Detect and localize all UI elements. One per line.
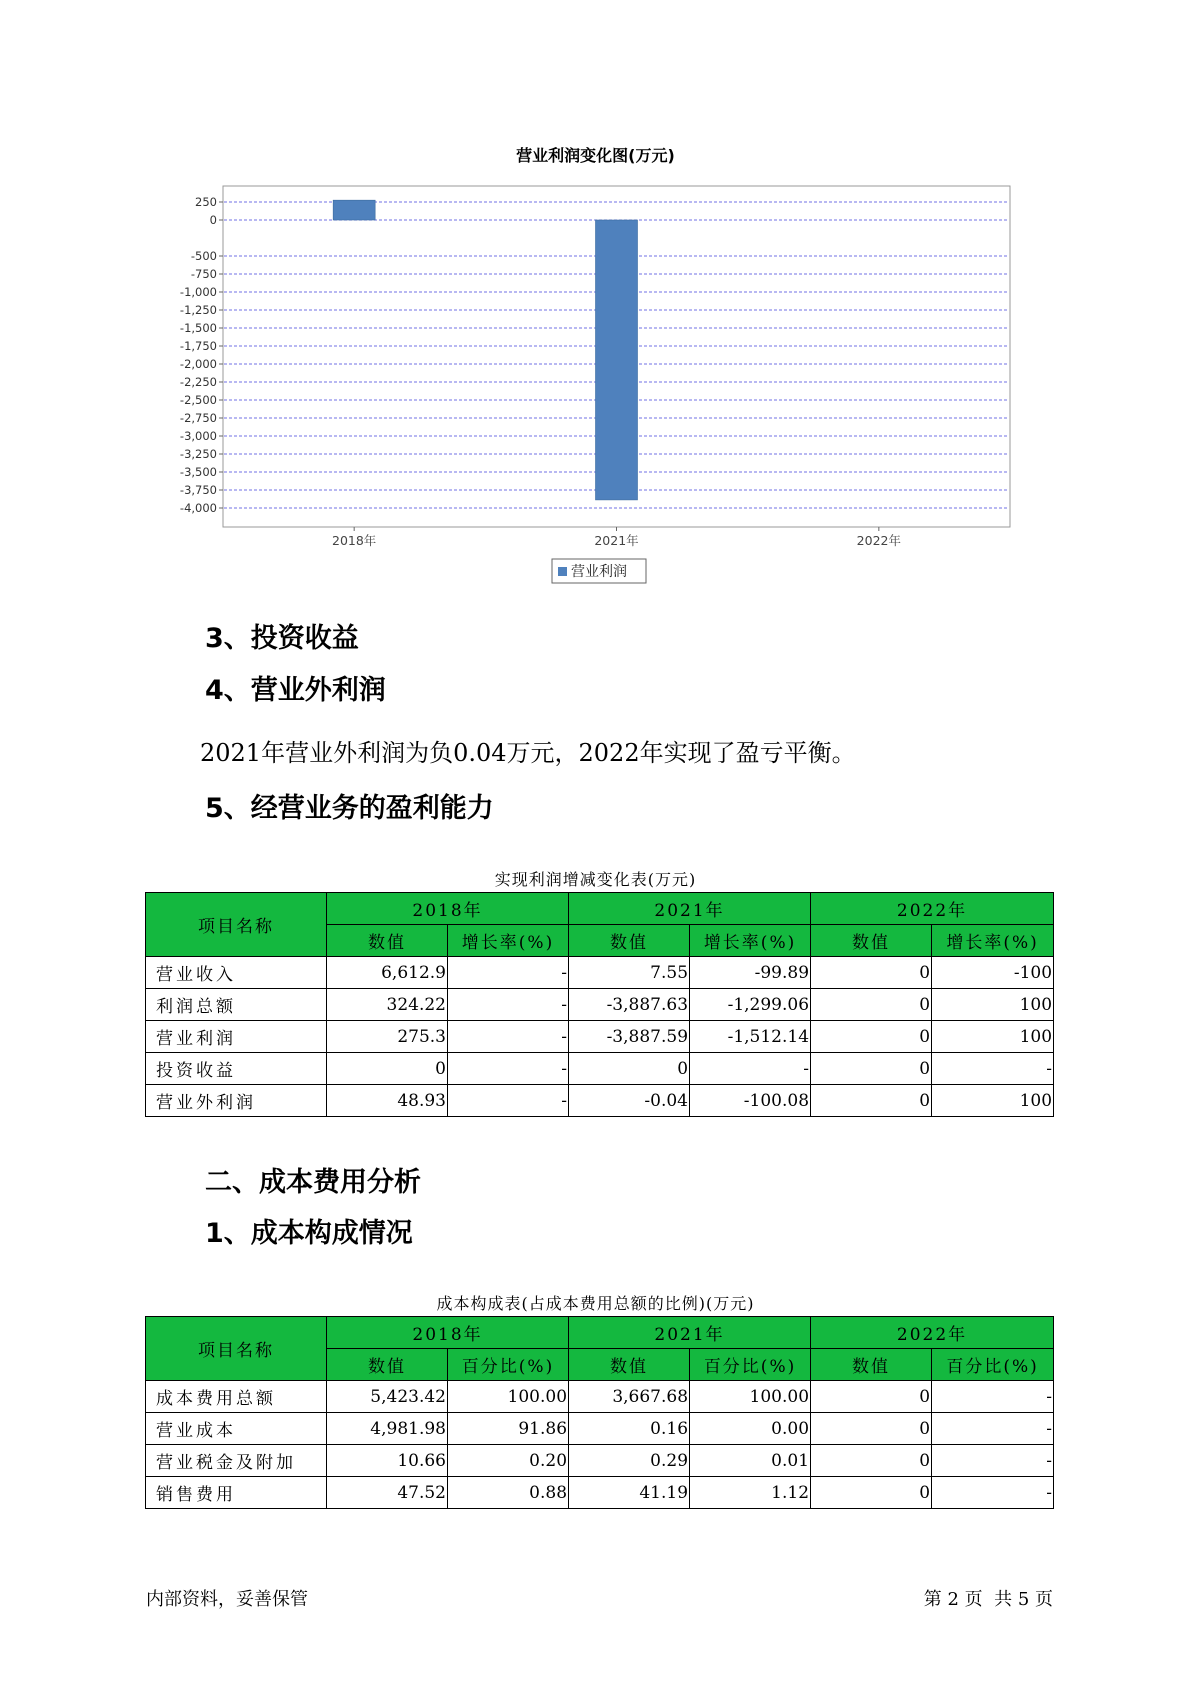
table-cell: 0 xyxy=(811,989,932,1021)
table-cell: -100.08 xyxy=(690,1085,811,1117)
subheader-value: 数值 xyxy=(811,925,932,957)
subheader-growth-rate: 增长率(%) xyxy=(932,925,1054,957)
bar xyxy=(333,200,375,220)
table-cell: 0.16 xyxy=(569,1413,690,1445)
table-cell: -100 xyxy=(932,957,1054,989)
table-row xyxy=(146,1445,1054,1477)
subheader-value: 数值 xyxy=(811,1349,932,1381)
table-cell: 100 xyxy=(932,1021,1054,1053)
y-tick-label: -1,500 xyxy=(179,321,217,335)
table-cell: - xyxy=(690,1053,811,1085)
table-cell: - xyxy=(448,1021,569,1053)
y-tick-label: -500 xyxy=(190,249,217,263)
table-cell: 0 xyxy=(811,1381,932,1413)
table-row xyxy=(146,1085,1054,1117)
table-cell: 0 xyxy=(811,1413,932,1445)
heading-cost-analysis: 二、成本费用分析 xyxy=(205,1167,421,1198)
header-year: 2021年 xyxy=(569,893,811,925)
x-tick-label: 2022年 xyxy=(856,533,901,548)
row-label: 利润总额 xyxy=(146,989,327,1021)
table2-caption: 成本构成表(占成本费用总额的比例)(万元) xyxy=(436,1294,755,1313)
row-label: 销售费用 xyxy=(146,1477,327,1509)
heading-cost-composition: 1、成本构成情况 xyxy=(205,1218,413,1249)
header-year: 2021年 xyxy=(569,1317,811,1349)
table-cell: - xyxy=(448,989,569,1021)
y-tick-label: -2,750 xyxy=(179,411,217,425)
y-tick-label: -3,500 xyxy=(179,465,217,479)
y-tick-label: -3,750 xyxy=(179,483,217,497)
y-tick-label: -1,750 xyxy=(179,339,217,353)
row-label: 营业利润 xyxy=(146,1021,327,1053)
legend-label: 营业利润 xyxy=(571,564,627,580)
x-tick-label: 2021年 xyxy=(594,533,639,548)
table-cell: 0 xyxy=(569,1053,690,1085)
subheader-percentage: 百分比(%) xyxy=(448,1349,569,1381)
y-tick-label: -3,250 xyxy=(179,447,217,461)
table-cell: 3,667.68 xyxy=(569,1381,690,1413)
profit-change-table xyxy=(145,892,1054,1117)
table-row xyxy=(146,957,1054,989)
table-cell: -0.04 xyxy=(569,1085,690,1117)
header-year: 2022年 xyxy=(811,1317,1054,1349)
y-tick-label: -1,000 xyxy=(179,285,217,299)
row-label: 营业收入 xyxy=(146,957,327,989)
table-cell: 7.55 xyxy=(569,957,690,989)
table-cell: 100.00 xyxy=(690,1381,811,1413)
table-row xyxy=(146,1053,1054,1085)
table-cell: 100.00 xyxy=(448,1381,569,1413)
row-label: 投资收益 xyxy=(146,1053,327,1085)
table-cell: 0 xyxy=(811,1053,932,1085)
table-cell: - xyxy=(932,1477,1054,1509)
table-cell: 0.88 xyxy=(448,1477,569,1509)
y-tick-label: 0 xyxy=(209,213,217,227)
y-tick-label: 250 xyxy=(195,195,217,209)
subheader-growth-rate: 增长率(%) xyxy=(690,925,811,957)
table-cell: 0 xyxy=(811,1445,932,1477)
subheader-value: 数值 xyxy=(327,925,448,957)
table-cell: 1.12 xyxy=(690,1477,811,1509)
y-tick-label: -1,250 xyxy=(179,303,217,317)
table-cell: 6,612.9 xyxy=(327,957,448,989)
y-tick-label: -3,000 xyxy=(179,429,217,443)
table-cell: -1,512.14 xyxy=(690,1021,811,1053)
subheader-percentage: 百分比(%) xyxy=(932,1349,1054,1381)
table-cell: 0.20 xyxy=(448,1445,569,1477)
table-cell: 0.29 xyxy=(569,1445,690,1477)
header-year: 2018年 xyxy=(327,893,569,925)
header-item-name: 项目名称 xyxy=(146,1317,327,1381)
subheader-growth-rate: 增长率(%) xyxy=(448,925,569,957)
table-cell: 5,423.42 xyxy=(327,1381,448,1413)
table-cell: - xyxy=(448,1085,569,1117)
row-label: 营业税金及附加 xyxy=(146,1445,327,1477)
table-cell: 41.19 xyxy=(569,1477,690,1509)
y-tick-label: -4,000 xyxy=(179,501,217,515)
table-cell: 275.3 xyxy=(327,1021,448,1053)
table-cell: - xyxy=(448,1053,569,1085)
chart-title: 营业利润变化图(万元) xyxy=(516,146,675,165)
table-cell: 4,981.98 xyxy=(327,1413,448,1445)
table-cell: 48.93 xyxy=(327,1085,448,1117)
table-cell: 91.86 xyxy=(448,1413,569,1445)
table-cell: -99.89 xyxy=(690,957,811,989)
header-year: 2018年 xyxy=(327,1317,569,1349)
bar xyxy=(596,220,638,500)
table-cell: 0 xyxy=(811,1477,932,1509)
table-cell: - xyxy=(448,957,569,989)
footer-confidential-note: 内部资料，妥善保管 xyxy=(146,1589,308,1610)
table-cell: 0 xyxy=(811,957,932,989)
subheader-value: 数值 xyxy=(569,925,690,957)
legend-swatch xyxy=(558,567,567,576)
table-row xyxy=(146,1021,1054,1053)
header-year: 2022年 xyxy=(811,893,1054,925)
table-cell: 0.00 xyxy=(690,1413,811,1445)
footer-page-number: 第 2 页 共 5 页 xyxy=(923,1589,1053,1610)
table-row xyxy=(146,1477,1054,1509)
table-cell: -3,887.63 xyxy=(569,989,690,1021)
y-tick-label: -750 xyxy=(190,267,217,281)
heading-investment-income: 3、投资收益 xyxy=(205,623,359,654)
table1-caption: 实现利润增减变化表(万元) xyxy=(494,870,697,889)
table-cell: 0.01 xyxy=(690,1445,811,1477)
header-item-name: 项目名称 xyxy=(146,893,327,957)
table-cell: 100 xyxy=(932,1085,1054,1117)
table-cell: 0 xyxy=(327,1053,448,1085)
table-cell: -3,887.59 xyxy=(569,1021,690,1053)
table-cell: 10.66 xyxy=(327,1445,448,1477)
heading-operating-profitability: 5、经营业务的盈利能力 xyxy=(205,793,494,824)
table-cell: 100 xyxy=(932,989,1054,1021)
x-tick-label: 2018年 xyxy=(332,533,377,548)
table-cell: 47.52 xyxy=(327,1477,448,1509)
table-cell: - xyxy=(932,1053,1054,1085)
paragraph-non-operating-profit: 2021年营业外利润为负0.04万元，2022年实现了盈亏平衡。 xyxy=(200,739,856,767)
subheader-value: 数值 xyxy=(327,1349,448,1381)
profit-bar-chart xyxy=(0,0,1191,600)
subheader-value: 数值 xyxy=(569,1349,690,1381)
table-row xyxy=(146,989,1054,1021)
y-tick-label: -2,500 xyxy=(179,393,217,407)
table-cell: 0 xyxy=(811,1085,932,1117)
heading-non-operating-profit: 4、营业外利润 xyxy=(205,675,386,706)
y-tick-label: -2,000 xyxy=(179,357,217,371)
table-cell: 0 xyxy=(811,1021,932,1053)
row-label: 营业成本 xyxy=(146,1413,327,1445)
table-cell: - xyxy=(932,1381,1054,1413)
row-label: 成本费用总额 xyxy=(146,1381,327,1413)
subheader-percentage: 百分比(%) xyxy=(690,1349,811,1381)
table-cell: - xyxy=(932,1413,1054,1445)
y-tick-label: -2,250 xyxy=(179,375,217,389)
table-row xyxy=(146,1413,1054,1445)
table-cell: -1,299.06 xyxy=(690,989,811,1021)
row-label: 营业外利润 xyxy=(146,1085,327,1117)
cost-composition-table xyxy=(145,1316,1054,1509)
table-cell: - xyxy=(932,1445,1054,1477)
table-cell: 324.22 xyxy=(327,989,448,1021)
table-row xyxy=(146,1381,1054,1413)
